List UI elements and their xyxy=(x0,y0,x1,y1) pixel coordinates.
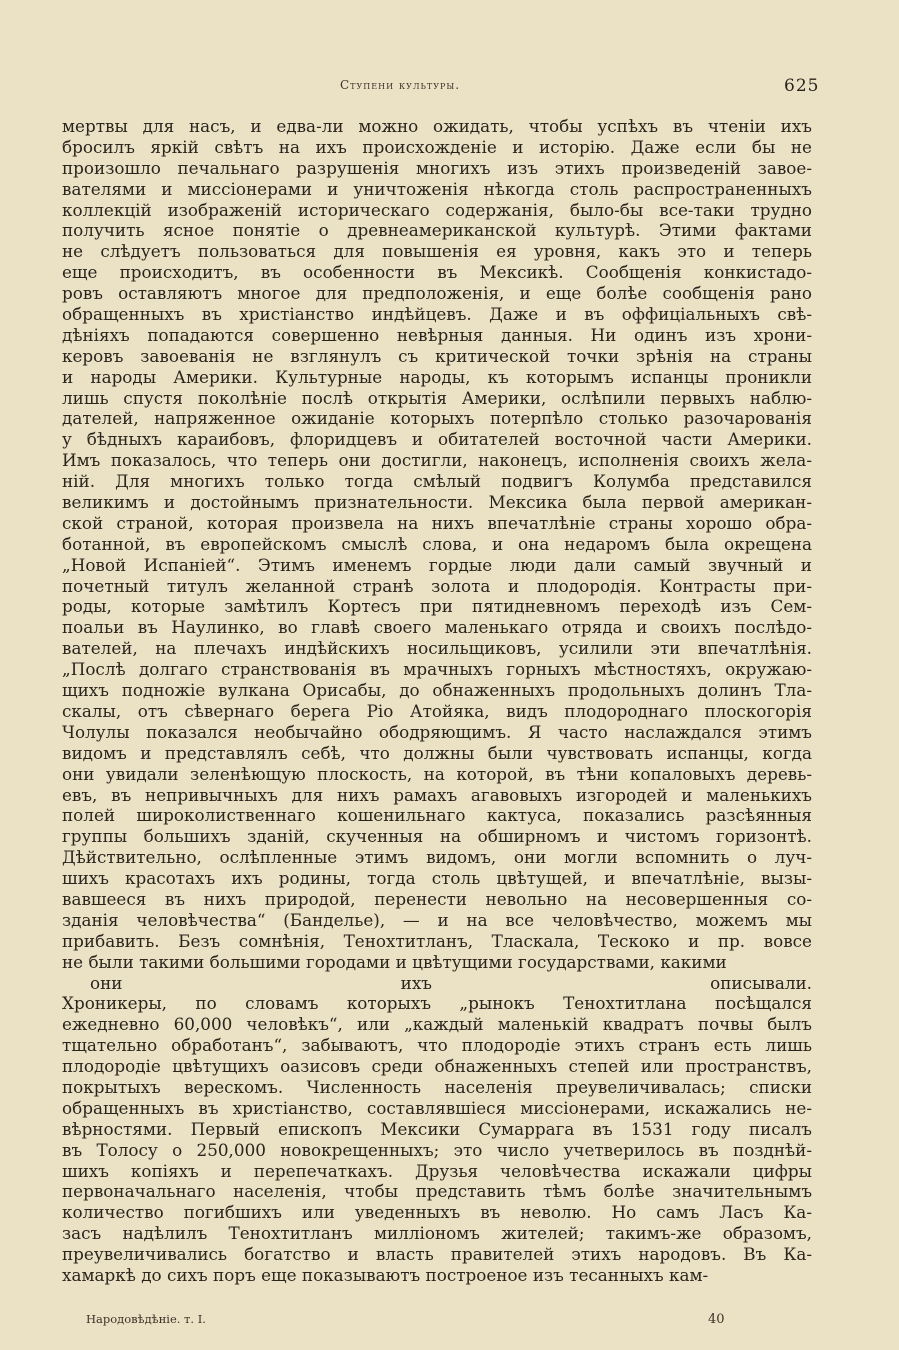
text-line: керовъ завоеванія не взглянулъ съ критической точки зрѣнія на страны xyxy=(62,345,812,366)
text-line: ской страной, которая произвела на нихъ впечатлѣніе страны хорошо обра- xyxy=(62,512,812,533)
running-title: Ступени культуры. xyxy=(340,78,461,92)
printer-signature: Народовѣдѣніе. т. I. xyxy=(86,1312,206,1326)
text-line: „Послѣ долгаго странствованія въ мрачныхъ горныхъ мѣстностяхъ, окружаю- xyxy=(62,659,812,680)
text-line: покрытыхъ верескомъ. Численность населенія преувеличивалась; списки xyxy=(62,1076,812,1097)
text-line: скалы, отъ сѣвернаго берега Ріо Атойяка, видъ плодороднаго плоскогорія xyxy=(62,700,812,721)
text-line: великимъ и достойнымъ признательности. Мексика была первой американ- xyxy=(62,492,812,513)
text-line: вателей, на плечахъ индѣйскихъ носильщиковъ, усилили эти впечатлѣнія. xyxy=(62,638,812,659)
text-line: мертвы для насъ, и едва-ли можно ожидать, чтобы успѣхъ въ чтеніи ихъ xyxy=(62,116,812,136)
text-line: обращенныхъ въ христіанство, составлявшіеся миссіонерами, искажались не- xyxy=(62,1097,812,1118)
text-line: дателей, напряженное ожиданіе которыхъ потерпѣло столько разочарованія xyxy=(62,408,812,429)
text-line: щихъ подножіе вулкана Орисабы, до обнаженныхъ продольныхъ долинъ Тла- xyxy=(62,680,812,701)
text-line: бросилъ яркій свѣтъ на ихъ происхожденіе и исторію. Даже если бы не xyxy=(62,136,812,157)
text-line: роды, которые замѣтилъ Кортесъ при пятидневномъ переходѣ изъ Сем- xyxy=(62,596,812,617)
text-line: плодородіе цвѣтущихъ оазисовъ среди обнаженныхъ степей или пространствъ, xyxy=(62,1056,812,1077)
text-line: засъ надѣлилъ Тенохтитланъ милліономъ жителей; такимъ-же образомъ, xyxy=(62,1223,812,1244)
text-line: произошло печальнаго разрушенія многихъ изъ этихъ произведеній завое- xyxy=(62,157,812,178)
text-line: они увидали зеленѣющую плоскость, на которой, въ тѣни копаловыхъ деревь- xyxy=(62,763,812,784)
text-line: въ Толосу о 250,000 новокрещенныхъ; это число учетверилось въ позднѣй- xyxy=(62,1139,812,1160)
text-line: ботанной, въ европейскомъ смыслѣ слова, и она недаромъ была окрещена xyxy=(62,533,812,554)
text-line: евъ, въ непривычныхъ для нихъ рамахъ агавовыхъ изгородей и маленькихъ xyxy=(62,784,812,805)
text-line: ній. Для многихъ только тогда смѣлый подвигъ Колумба представился xyxy=(62,471,812,492)
text-line: не слѣдуетъ пользоваться для повышенія ея уровня, какъ это и теперь xyxy=(62,241,812,262)
text-line: не были такими большими городами и цвѣтущими государствами, какими xyxy=(62,951,727,972)
text-line: группы большихъ зданій, скученныя на обширномъ и чистомъ горизонтѣ. xyxy=(62,826,812,847)
text-line: „Новой Испаніей“. Этимъ именемъ гордые люди дали самый звучный и xyxy=(62,554,812,575)
page-number: 625 xyxy=(784,76,820,96)
text-line: шихъ копіяхъ и перепечаткахъ. Друзья человѣчества искажали цифры xyxy=(62,1160,812,1181)
text-line: Имъ показалось, что теперь они достигли, наконецъ, исполненія своихъ жела- xyxy=(62,450,812,471)
text-line: зданія человѣчества“ (Банделье), — и на все человѣчество, можемъ мы xyxy=(62,909,812,930)
text-line: видомъ и представлялъ себѣ, что должны были чувствовать испанцы, когда xyxy=(62,742,812,763)
text-line: лишь спустя поколѣніе послѣ открытія Америки, ослѣпили первыхъ наблю- xyxy=(62,387,812,408)
text-line: почетный титулъ желанной странѣ золота и плодородія. Контрасты при- xyxy=(62,575,812,596)
text-line: коллекцій изображеній историческаго содержанія, было-бы все-таки трудно xyxy=(62,199,812,220)
text-line: вателями и миссіонерами и уничтоженія нѣкогда столь распространенныхъ xyxy=(62,178,812,199)
text-line: ежедневно 60,000 человѣкъ“, или „каждый маленькій квадратъ почвы былъ xyxy=(62,1014,812,1035)
text-line: вѣрностями. Первый епископъ Мексики Сумаррага въ 1531 году писалъ xyxy=(62,1118,812,1139)
signature-number: 40 xyxy=(708,1312,725,1327)
text-line: Дѣйствительно, ослѣпленные этимъ видомъ, они могли вспомнить о луч- xyxy=(62,847,812,868)
text-line: первоначальнаго населенія, чтобы представить тѣмъ болѣе значительнымъ xyxy=(62,1181,812,1202)
text-line: Чолулы показался необычайно ободряющимъ. Я часто наслаждался этимъ xyxy=(62,721,812,742)
text-line: и народы Америки. Культурные народы, къ которымъ испанцы проникли xyxy=(62,366,812,387)
text-line: еще происходитъ, въ особенности въ Мексикѣ. Сообщенія конкистадо- xyxy=(62,262,812,283)
text-line: дѣніяхъ попадаются совершенно невѣрныя данныя. Ни одинъ изъ хрони- xyxy=(62,324,812,345)
text-line: количество погибшихъ или уведенныхъ въ неволю. Но самъ Ласъ Ка- xyxy=(62,1202,812,1223)
text-line: хамаркѣ до сихъ поръ еще показываютъ построеное изъ тесанныхъ кам- xyxy=(62,1264,709,1285)
text-line: получить ясное понятіе о древнеамериканской культурѣ. Этими фактами xyxy=(62,220,812,241)
text-line: поальи въ Наулинко, во главѣ своего маленькаго отряда и своихъ послѣдо- xyxy=(62,617,812,638)
body-text xyxy=(62,116,812,1286)
text-line: шихъ красотахъ ихъ родины, тогда столь цвѣтущей, и впечатлѣніе, вызы- xyxy=(62,868,812,889)
text-line: полей широколиственнаго кошенильнаго кактуса, показались разсѣянныя xyxy=(62,805,812,826)
text-line: они ихъ описывали. xyxy=(90,972,812,993)
text-line: вавшееся въ нихъ природой, перенести невольно на несовершенныя со- xyxy=(62,888,812,909)
text-line: обращенныхъ въ христіанство индѣйцевъ. Даже и въ оффиціальныхъ свѣ- xyxy=(62,304,812,325)
text-line: прибавить. Безъ сомнѣнія, Тенохтитланъ, Тласкала, Тескоко и пр. вовсе xyxy=(62,930,812,951)
text-line: преувеличивались богатство и власть правителей этихъ народовъ. Въ Ка- xyxy=(62,1244,812,1265)
text-line: ровъ оставляютъ многое для предположенія, и еще болѣе сообщенія рано xyxy=(62,283,812,304)
text-line: тщательно обработанъ“, забываютъ, что плодородіе этихъ странъ есть лишь xyxy=(62,1035,812,1056)
text-line: у бѣдныхъ караибовъ, флоридцевъ и обитателей восточной части Америки. xyxy=(62,429,812,450)
text-line: Хроникеры, по словамъ которыхъ „рынокъ Тенохтитлана посѣщался xyxy=(62,993,812,1014)
